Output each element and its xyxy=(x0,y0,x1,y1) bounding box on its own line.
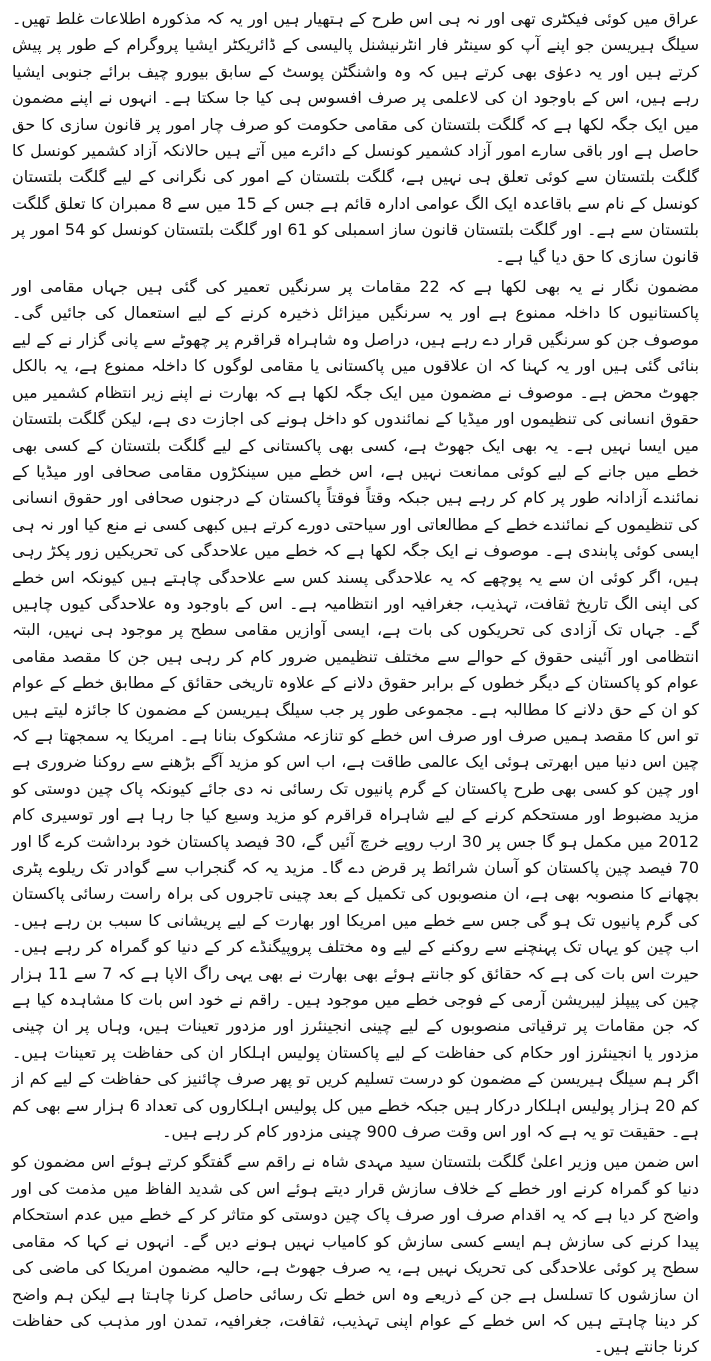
article-paragraph-2: مضمون نگار نے یہ بھی لکھا ہے کہ 22 مقامات پر سرنگیں تعمیر کی گئی ہیں جہاں مقامی اور پاکستانیوں کا داخلہ ممنوع ہے اور یہ سرنگیں میزائل ذخیرہ کرنے کے لیے استعمال کی جائیں گی۔ موصوف جن کو سرنگیں قرار دے رہے ہیں، دراصل وہ شاہراہ قراقرم پر چھوٹے سے پانی گزار نے کے لیے بنائی گئی ہیں اور یہ کہنا کہ ان علاقوں میں پاکستانی یا مقامی لوگوں کا داخلہ ممنوع ہے، یہ بالکل جھوٹ محض ہے۔ موصوف نے مضمون میں ایک جگہ لکھا ہے کہ بھارت نے اپنے زیر انتظام کشمیر میں حقوق انسانی کی تنظیموں اور میڈیا کے نمائندوں کو داخل ہونے کی اجازت دی ہے، لیکن گلگت بلتستان میں ایسا نہیں ہے۔ یہ بھی ایک جھوٹ ہے، کسی بھی پاکستانی کے لیے گلگت بلتستان کے کسی بھی خطے میں جانے کے لیے کوئی ممانعت نہیں ہے، اس خطے میں سینکڑوں مقامی صحافی اور میڈیا کے نمائندے آزادانہ طور پر کام کر رہے ہیں جبکہ وقتاً فوقتاً پاکستان کے درجنوں صحافی اور حقوق انسانی کی تنظیموں کے نمائندے خطے کے مطالعاتی اور سیاحتی دورے کرتے ہیں کبھی کسی نے منع کیا اور نہ ہی ایسی کوئی پابندی ہے۔ موصوف نے ایک جگہ لکھا ہے کہ خطے میں علاحدگی کی تحریکیں زور پکڑ رہی ہیں، اگر کوئی ان سے یہ پوچھے کہ یہ علاحدگی پسند کس سے علاحدگی چاہتے ہیں کیونکہ اس خطے کی اپنی الگ تاریخ ثقافت، تہذیب، جغرافیہ اور انتظامیہ ہے۔ اس کے باوجود وہ علاحدگی کیوں چاہیں گے۔ جہاں تک آزادی کی تحریکوں کی بات ہے، ایسی آوازیں مقامی سطح پر موجود ہی نہیں، البتہ انتظامی اور آئینی حقوق کے حوالے سے مختلف تنظیمیں ضرور کام کر رہی ہیں جن کا مقصد مقامی عوام کو پاکستان کے دیگر خطوں کے برابر حقوق دلانے کے علاوہ تاریخی حقائق کے مطابق خطے کے عوام کو ان کے حق دلانے کا مطالبہ ہے۔ مجموعی طور پر جب سیلگ ہیریسن کے مضمون کا جائزہ لیتے ہیں تو اس کا مقصد ہمیں صرف اور صرف اس خطے کو تنازعہ مشکوک بنانا ہے۔ امریکا یہ سمجھتا ہے کہ چین اس دنیا میں ابھرتی ہوئی ایک عالمی طاقت ہے، اب اس کو مزید آگے بڑھنے سے روکنا ضروری ہے اور چین کو کسی بھی طرح پاکستان کے گرم پانیوں تک رسائی نہ دی جائے کیونکہ پاک چین دوستی کو مزید مضبوط اور مستحکم کرنے کے لیے شاہراہ قراقرم کو مزید وسیع کیا جا رہا ہے اور توسیری کام 2012 میں مکمل ہو گا جس پر 30 ارب روپے خرچ آئیں گے، 30 فیصد پاکستان خود برداشت کرے گا اور 70 فیصد چین پاکستان کو آسان شرائط پر قرض دے گا۔ مزید یہ کہ گنجراب سے گوادر تک ریلوے پٹری بچھانے کا منصوبہ بھی ہے، ان منصوبوں کی تکمیل کے بعد چینی تاجروں کی براہ راست رسائی پاکستان کی گرم پانیوں تک ہو گی جس سے خطے میں امریکا اور بھارت کے لیے پریشانی کا سبب بن رہے ہیں۔ اب چین کو یہاں تک پہنچنے سے روکنے کے لیے وہ مختلف پروپیگنڈے کر کے دنیا کو گمراہ کر رہے ہیں۔ حیرت اس بات کی ہے کہ حقائق کو جانتے ہوئے بھی بھارت نے بھی یہی راگ الاپا ہے کہ 7 سے 11 ہزار چین کی پیپلز لیبریشن آرمی کے فوجی خطے میں موجود ہیں۔ راقم نے خود اس بات کا مشاہدہ کیا ہے کہ جن مقامات پر ترقیاتی منصوبوں کے لیے چینی انجینئرز اور مزدور تعینات ہیں، وہاں پر ان چینی مزدور یا انجینئرز اور حکام کی حفاظت کے لیے پاکستان پولیس اہلکار ان کی حفاظت پر تعینات ہیں۔ اگر ہم سیلگ ہیریسن کے مضمون کو درست تسلیم کریں تو پھر صرف چائنیز کی حفاظت کے لیے کم از کم 20 ہزار پولیس اہلکار درکار ہیں جبکہ خطے میں کل پولیس اہلکاروں کی تعداد 6 ہزار سے بھی کم ہے۔ حقیقت تو یہ ہے کہ اور اس وقت صرف 900 چینی مزدور کام کر رہے ہیں۔ xyxy=(12,277,700,1142)
article-paragraph-1: عراق میں کوئی فیکٹری تھی اور نہ ہی اس طرح کے ہتھیار ہیں اور یہ کہ مذکورہ اطلاعات غلط تھیں۔ سیلگ ہیریسن جو اپنے آپ کو سینٹر فار انٹرنیشنل پالیسی کے ڈائریکٹر ایشیا پروگرام کے طور پر پیش کرتے ہیں اور یہ دعوٰی بھی کرتے ہیں کہ وہ واشنگٹن پوسٹ کے سابق بیورو چیف برائے جنوبی ایشیا رہے ہیں، اس کے باوجود ان کی لاعلمی پر صرف افسوس ہی کیا جا سکتا ہے۔ انہوں نے اپنے مضمون میں ایک جگہ لکھا ہے کہ گلگت بلتستان کی مقامی حکومت کو صرف چار امور پر قانون سازی کا حق حاصل ہے اور باقی سارے امور آزاد کشمیر کونسل کے دائرے میں آتے ہیں حالانکہ آزاد کشمیر کونسل کا گلگت بلتستان سے کوئی تعلق ہی نہیں ہے، گلگت بلتستان کے امور کی نگرانی کے لیے گلگت بلتستان کونسل کے نام سے باقاعدہ ایک الگ عوامی ادارہ قائم ہے جس کے 15 میں سے 8 ممبران کا تعلق گلگت بلتستان سے ہے۔ اور گلگت بلتستان قانون ساز اسمبلی کو 61 اور گلگت بلتستان کونسل کو 54 امور پر قانون سازی کا حق دیا گیا ہے۔ xyxy=(12,9,699,266)
article-paragraph-3: اس ضمن میں وزیر اعلیٰ گلگت بلتستان سید مہدی شاہ نے راقم سے گفتگو کرتے ہوئے اس مضمون کو دنیا کو گمراہ کرنے اور خطے کے خلاف سازش قرار دیتے ہوئے اس کی شدید الفاظ میں مذمت کی اور واضح کر دیا ہے کہ یہ اقدام صرف اور صرف پاک چین دوستی کو متاثر کر کے خطے میں عدم استحکام پیدا کرنے کی سازش ہم ایسے کسی سازش کو کامیاب نہیں ہونے دیں گے۔ انہوں نے کہا کہ مقامی سطح پر کوئی علاحدگی کی تحریک نہیں ہے، یہ صرف جھوٹ ہے، حالیہ مضمون امریکا کی ماضی کی ان سازشوں کا تسلسل ہے جن کے ذریعے وہ اس خطے تک رسائی حاصل کرنا چاہتا ہے لیکن ہم واضح کر دینا چاہتے ہیں کہ اس خطے کے عوام اپنی تہذیب، ثقافت، جغرافیہ، تمدن اور مذہب کی حفاظت کرنا جانتے ہیں۔ xyxy=(12,1152,699,1357)
